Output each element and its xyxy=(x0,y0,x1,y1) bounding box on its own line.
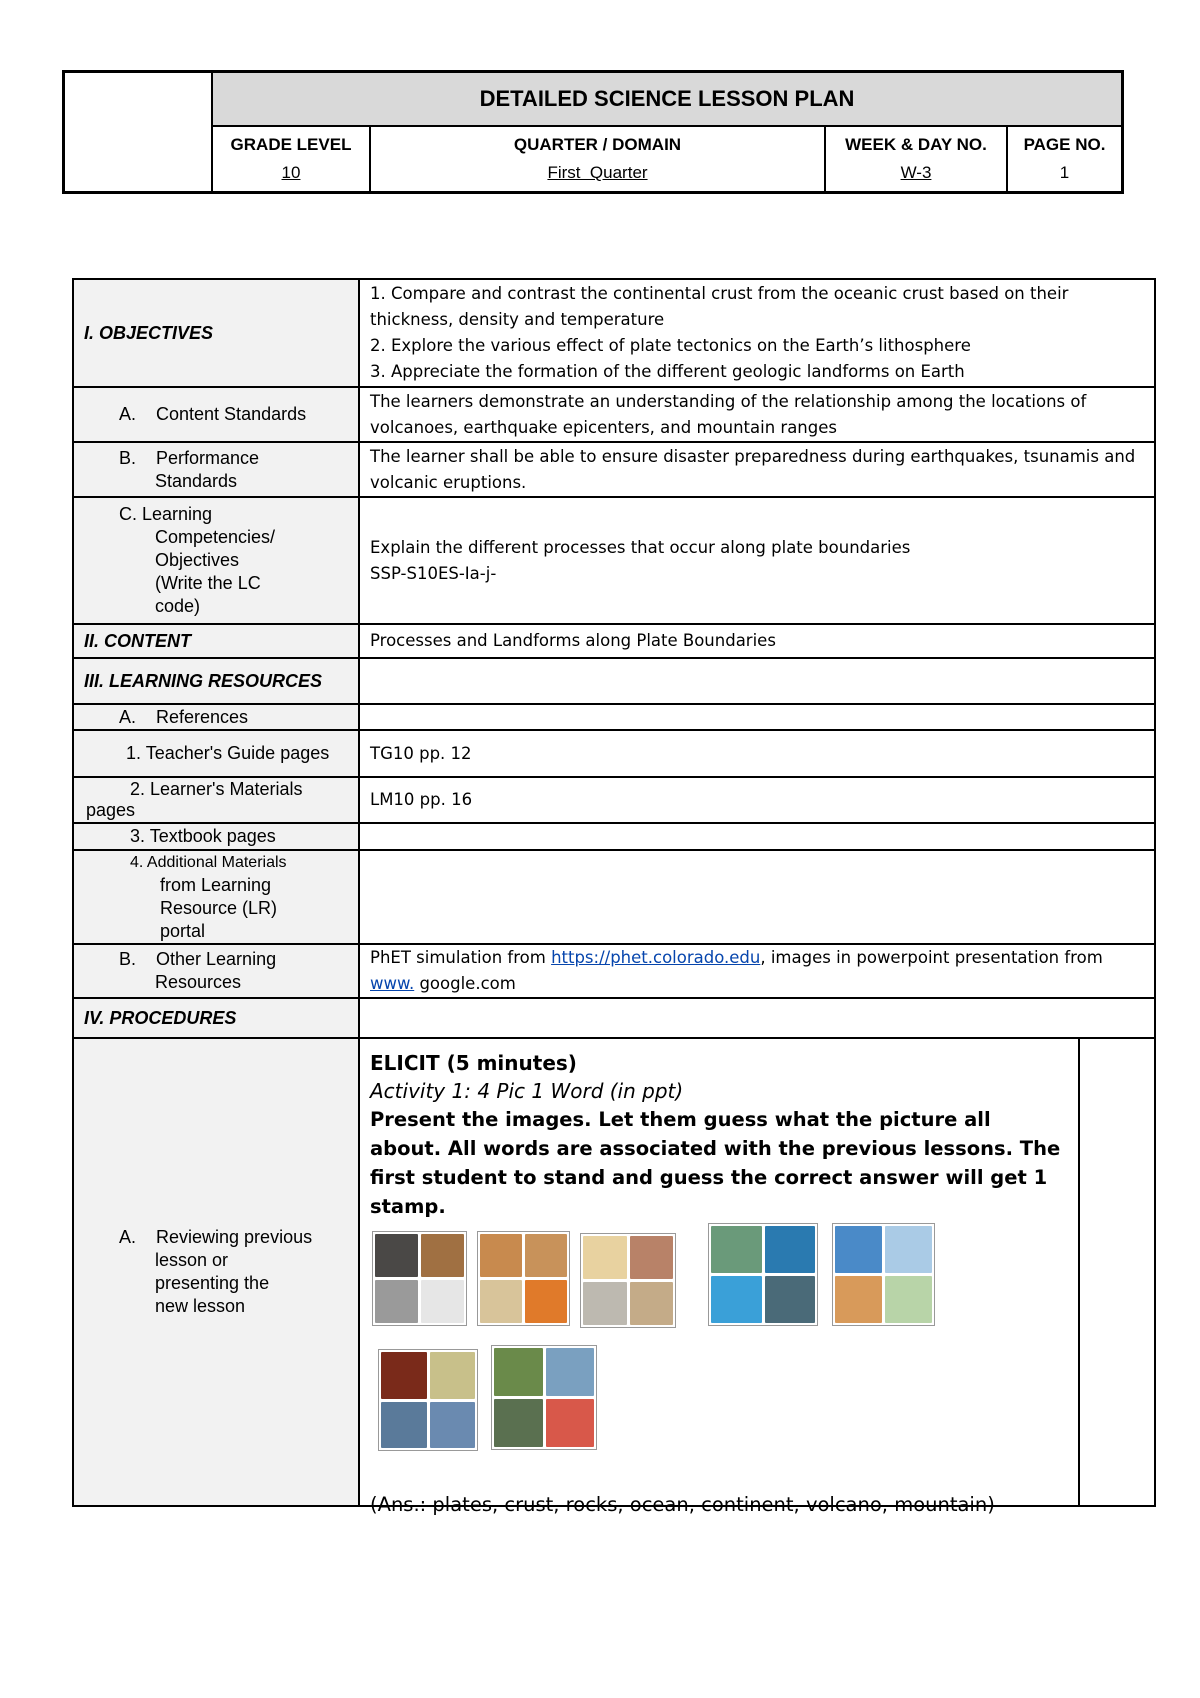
picture-grid-crust xyxy=(477,1231,570,1326)
other-resources-value xyxy=(359,944,1155,998)
additional-label-2: from Learning xyxy=(160,875,272,895)
picture-grid-mountain xyxy=(491,1345,597,1450)
additional-materials-value xyxy=(359,850,1155,944)
performance-standards-label-2: Standards xyxy=(155,470,238,491)
learning-competencies-row xyxy=(73,497,1155,624)
teachers-guide-label: 1. Teacher's Guide pages xyxy=(73,730,359,777)
references-label: A. References xyxy=(73,704,359,730)
objectives-cell xyxy=(359,279,1155,387)
elicit-heading: ELICIT (5 minutes) xyxy=(370,1051,577,1075)
content-standards-label: A. Content Standards xyxy=(73,387,359,442)
picture-grid-volcano xyxy=(378,1349,478,1451)
header-info-row xyxy=(213,127,1121,191)
lc-code: SSP-S10ES-Ia-j- xyxy=(370,563,497,583)
picture-grid-ocean xyxy=(708,1223,818,1326)
week-value: W-3 xyxy=(900,163,932,182)
additional-label-3: Resource (LR) xyxy=(160,898,278,918)
performance-standards-label-cell xyxy=(73,442,359,497)
teachers-guide-row xyxy=(73,730,1155,777)
picture-grid-continent xyxy=(832,1223,935,1326)
review-label-3: presenting the xyxy=(155,1273,270,1293)
lc-label-4: (Write the LC xyxy=(155,573,261,593)
review-lesson-row xyxy=(73,1038,1155,1506)
additional-materials-label-cell xyxy=(73,850,359,944)
page-cell xyxy=(1008,127,1121,191)
learning-competencies-label-cell xyxy=(73,497,359,624)
review-lesson-label-cell xyxy=(73,1038,359,1506)
lesson-plan-table xyxy=(72,278,1156,1516)
learning-competencies-cell xyxy=(359,497,1155,624)
learning-resources-row xyxy=(73,658,1155,704)
grade-level-label: GRADE LEVEL xyxy=(230,135,352,154)
content-value: Processes and Landforms along Plate Boundaries xyxy=(359,624,1155,658)
other-resources-row xyxy=(73,944,1155,998)
procedures-row xyxy=(73,998,1155,1038)
document-title: DETAILED SCIENCE LESSON PLAN xyxy=(213,73,1121,127)
performance-standards-value: The learner shall be able to ensure disaster preparedness during earthquakes, tsunamis and volcanic eruptions. xyxy=(359,442,1155,497)
learning-resources-label: III. LEARNING RESOURCES xyxy=(73,658,359,704)
phet-link[interactable]: https://phet.colorado.edu xyxy=(551,948,761,967)
google-link[interactable]: www. xyxy=(370,974,415,993)
learning-resources-value xyxy=(359,658,1155,704)
lc-label-3: Objectives xyxy=(155,550,240,570)
lc-label-5: code) xyxy=(155,596,201,616)
page-label: PAGE NO. xyxy=(1023,135,1106,154)
page-value: 1 xyxy=(1059,163,1070,182)
review-label-1: A. Reviewing previous xyxy=(119,1227,313,1247)
lc-label-1: C. Learning xyxy=(119,504,213,524)
performance-standards-label: B. Performance xyxy=(119,447,260,468)
picture-grid-rocks xyxy=(580,1233,676,1328)
lc-text: Explain the different processes that occur along plate boundaries xyxy=(370,537,911,557)
additional-label-1: 4. Additional Materials xyxy=(130,854,287,871)
content-row xyxy=(73,624,1155,658)
other-text-3: google.com xyxy=(414,974,516,993)
learners-materials-value: LM10 pp. 16 xyxy=(359,777,1155,823)
performance-standards-row xyxy=(73,442,1155,497)
learners-materials-label: 2. Learner's Materials pages xyxy=(73,777,359,823)
grade-level-cell xyxy=(213,127,371,191)
content-standards-value: The learners demonstrate an understanding of the relationship among the locations of volcanoes, earthquake epicenters, and mountain ranges xyxy=(359,387,1155,442)
review-lesson-cell xyxy=(359,1038,1155,1516)
objective-item: 3. Appreciate the formation of the different geologic landforms on Earth xyxy=(370,362,965,381)
procedures-label: IV. PROCEDURES xyxy=(73,998,359,1038)
logo-cell xyxy=(65,73,213,191)
content-label: II. CONTENT xyxy=(73,624,359,658)
activity-instructions: Present the images. Let them guess what the picture all about. All words are associated with the previous lessons. The first student to stand and guess the correct answer will get 1 stamp. xyxy=(370,1108,1061,1218)
quarter-value: First Quarter xyxy=(547,163,648,182)
objective-item: 1. Compare and contrast the continental crust from the oceanic crust based on their thickness, density and temperature xyxy=(370,284,1069,329)
textbook-row xyxy=(73,823,1155,850)
objective-item: 2. Explore the various effect of plate tectonics on the Earth’s lithosphere xyxy=(370,336,971,355)
procedures-value xyxy=(359,998,1155,1038)
objectives-label: I. OBJECTIVES xyxy=(73,279,359,387)
grade-level-value: 10 xyxy=(281,163,301,182)
week-cell xyxy=(826,127,1008,191)
review-label-4: new lesson xyxy=(155,1296,246,1316)
four-pic-images xyxy=(370,1231,1068,1461)
additional-materials-row xyxy=(73,850,1155,944)
lc-label-2: Competencies/ xyxy=(155,527,276,547)
textbook-label: 3. Textbook pages xyxy=(73,823,359,850)
review-label-2: lesson or xyxy=(155,1250,229,1270)
picture-grid-plates xyxy=(372,1231,467,1326)
activity-answer: (Ans.: plates, crust, rocks, ocean, continent, volcano, mountain) xyxy=(370,1493,995,1516)
week-label: WEEK & DAY NO. xyxy=(845,135,987,154)
objectives-row xyxy=(73,279,1155,387)
lesson-plan-header xyxy=(62,70,1124,194)
references-row xyxy=(73,704,1155,730)
learners-materials-row xyxy=(73,777,1155,823)
other-text-2: , images in powerpoint presentation from xyxy=(760,948,1103,967)
additional-label-4: portal xyxy=(160,921,206,941)
quarter-cell xyxy=(371,127,826,191)
activity-title: Activity 1: 4 Pic 1 Word (in ppt) xyxy=(370,1079,684,1103)
other-resources-label: B. Other Learning xyxy=(119,949,277,969)
content-standards-row xyxy=(73,387,1155,442)
other-resources-label-2: Resources xyxy=(155,972,242,992)
references-value xyxy=(359,704,1155,730)
teachers-guide-value: TG10 pp. 12 xyxy=(359,730,1155,777)
other-text-1: PhET simulation from xyxy=(370,948,552,967)
textbook-value xyxy=(359,823,1155,850)
quarter-label: QUARTER / DOMAIN xyxy=(513,135,682,154)
other-resources-label-cell xyxy=(73,944,359,998)
